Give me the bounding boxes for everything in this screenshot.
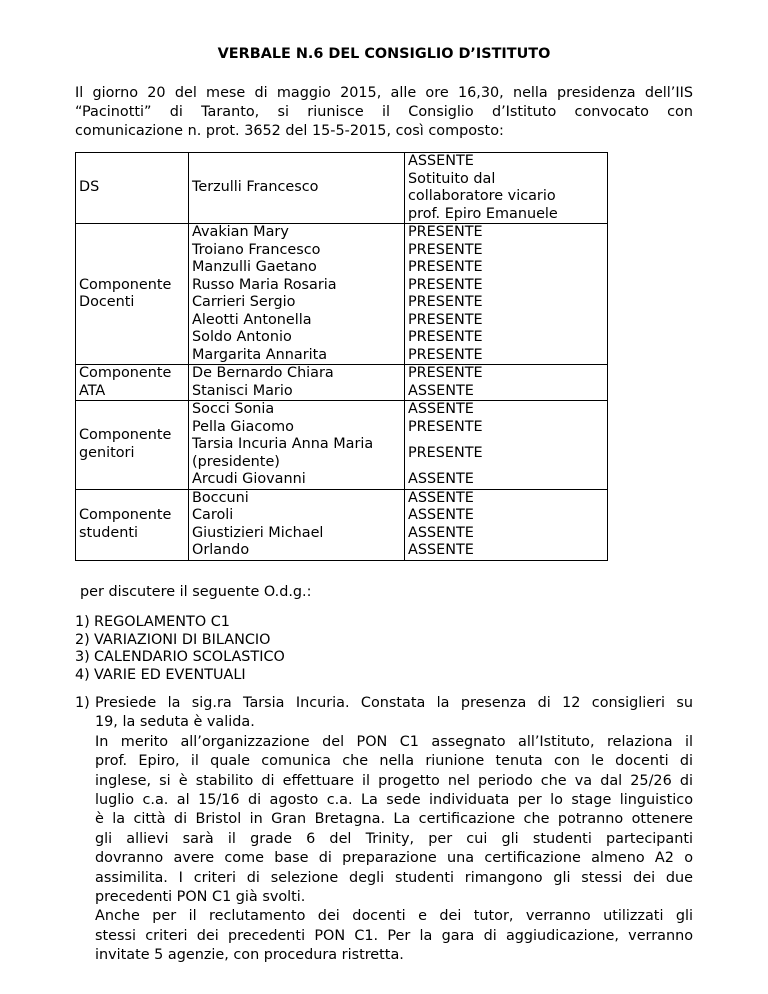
- intro-line: “Pacinotti” di Taranto, si riunisce il Consiglio d’Istituto convocato con: [75, 104, 693, 120]
- minutes-line: In merito all’organizzazione del PON C1 assegnato all’Istituto, relaziona il: [95, 733, 693, 750]
- table-row-ds: [76, 153, 608, 224]
- group-label: Componente: [79, 365, 172, 381]
- minutes-line: stessi criteri dei precedenti PON C1. Per la gara di aggiudicazione, verranno: [95, 927, 693, 944]
- member-name: Tarsia Incuria Anna Maria: [192, 436, 374, 452]
- group-label: Componente: [79, 276, 172, 293]
- status-line: ASSENTE: [408, 507, 474, 523]
- group-label: Docenti: [79, 294, 135, 310]
- agenda-item: [75, 667, 285, 685]
- status-cell-studenti: [405, 489, 608, 560]
- member-name: De Bernardo Chiara: [192, 365, 334, 381]
- member-name: Aleotti Antonella: [192, 311, 312, 328]
- member-name: (presidente): [192, 453, 280, 470]
- names-cell-ds: [189, 153, 405, 224]
- minutes-line: precedenti PON C1 già svolti.: [95, 889, 306, 906]
- names-cell-genitori: [189, 401, 405, 490]
- status-line: PRESENTE: [408, 311, 483, 328]
- status-line: collaboratore vicario: [408, 188, 556, 204]
- document-title: VERBALE N.6 DEL CONSIGLIO D’ISTITUTO: [217, 46, 551, 62]
- agenda-item-text: VARIE ED EVENTUALI: [94, 666, 246, 683]
- council-composition-table: [75, 152, 608, 561]
- group-label: Componente: [79, 427, 172, 444]
- status-line: Sotituito dal: [408, 170, 496, 187]
- agenda-item-text: VARIAZIONI DI BILANCIO: [94, 631, 271, 648]
- status-line: ASSENTE: [408, 401, 474, 417]
- status-cell-docenti: [405, 224, 608, 365]
- minutes-line: luglio c.a. al 15/16 di agosto c.a. La sede individuata per lo stage linguistico: [95, 792, 693, 809]
- intro-line: Il giorno 20 del mese di maggio 2015, alle ore 16,30, nella presidenza dell’IIS: [75, 85, 693, 101]
- names-cell-docenti: [189, 224, 405, 365]
- minutes-line: Presiede la sig.ra Tarsia Incuria. Constata la presenza di 12 consiglieri su: [95, 695, 693, 711]
- group-label: studenti: [79, 524, 139, 541]
- minutes-line: inglese, si è stabilito di effettuare il progetto nel periodo che va dal 25/26 di: [95, 772, 693, 789]
- group-label: DS: [79, 179, 100, 196]
- status-line: PRESENTE: [408, 418, 483, 435]
- status-line: ASSENTE: [408, 524, 474, 541]
- group-cell-docenti: [76, 224, 189, 365]
- member-name: Troiano Francesco: [192, 241, 321, 258]
- minutes-line: invitate 5 agenzie, con procedura ristretta.: [95, 947, 404, 964]
- minutes-item-number: 1): [75, 695, 90, 711]
- intro-paragraph: [75, 84, 693, 141]
- minutes-body: [95, 694, 693, 966]
- status-cell-ata: [405, 365, 608, 401]
- agenda-item-number: 3): [75, 649, 90, 665]
- status-line: PRESENTE: [408, 241, 483, 258]
- group-cell-ds: [76, 153, 189, 224]
- status-line: PRESENTE: [408, 294, 483, 310]
- status-line: prof. Epiro Emanuele: [408, 205, 558, 222]
- group-label: ATA: [79, 382, 106, 399]
- member-name: Soldo Antonio: [192, 329, 292, 345]
- table-row-docenti: [76, 224, 608, 365]
- status-line: ASSENTE: [408, 542, 474, 558]
- agenda-item: [75, 614, 285, 632]
- status-cell-genitori: [405, 401, 608, 490]
- member-name: Avakian Mary: [192, 224, 289, 240]
- table-row-ata: [76, 365, 608, 401]
- agenda-item: [75, 632, 285, 650]
- member-name: Boccuni: [192, 489, 249, 506]
- member-name: Arcudi Giovanni: [192, 471, 306, 487]
- table-row-studenti: [76, 489, 608, 560]
- member-name: Giustizieri Michael: [192, 524, 324, 541]
- agenda-item-number: 4): [75, 666, 90, 683]
- agenda-item-text: CALENDARIO SCOLASTICO: [94, 649, 285, 665]
- status-line: PRESENTE: [408, 224, 483, 240]
- table-row-genitori: [76, 401, 608, 490]
- status-line: ASSENTE: [408, 471, 474, 487]
- status-cell-ds: [405, 153, 608, 224]
- group-cell-genitori: [76, 401, 189, 490]
- group-label: Componente: [79, 507, 172, 523]
- group-cell-ata: [76, 365, 189, 401]
- agenda-list: [75, 614, 285, 684]
- agenda-item-text: REGOLAMENTO C1: [94, 614, 230, 630]
- member-name: Manzulli Gaetano: [192, 259, 317, 275]
- member-name: Terzulli Francesco: [192, 179, 319, 196]
- status-line: PRESENTE: [408, 276, 483, 293]
- agenda-item-number: 1): [75, 614, 90, 630]
- group-cell-studenti: [76, 489, 189, 560]
- status-line: PRESENTE: [408, 445, 483, 461]
- status-line: PRESENTE: [408, 329, 483, 345]
- member-name: Margarita Annarita: [192, 346, 328, 363]
- member-name: Russo Maria Rosaria: [192, 276, 337, 293]
- minutes-line: 19, la seduta è valida.: [95, 714, 255, 731]
- names-cell-ata: [189, 365, 405, 401]
- names-cell-studenti: [189, 489, 405, 560]
- minutes-item-1: [75, 694, 693, 966]
- minutes-line: è la città di Bristol in Gran Bretagna. La certificazione che potranno ottenere: [95, 811, 693, 828]
- intro-line: comunicazione n. prot. 3652 del 15-5-2015, così composto:: [75, 123, 504, 139]
- member-name: Socci Sonia: [192, 401, 275, 417]
- status-line: PRESENTE: [408, 346, 483, 363]
- member-name: Caroli: [192, 507, 234, 523]
- member-name: Pella Giacomo: [192, 418, 294, 435]
- member-name: Carrieri Sergio: [192, 294, 296, 310]
- member-name: Stanisci Mario: [192, 382, 293, 399]
- group-label: genitori: [79, 444, 135, 461]
- minutes-line: dovranno avere come base di preparazione una certificazione almeno A2 o: [95, 850, 693, 867]
- status-line: ASSENTE: [408, 489, 474, 506]
- status-line: ASSENTE: [408, 382, 474, 399]
- agenda-intro: per discutere il seguente O.d.g.:: [80, 584, 312, 600]
- minutes-line: assimilita. I criteri di selezione degli studenti rimangono gli stessi dei due: [95, 869, 693, 886]
- agenda-item: [75, 649, 285, 667]
- minutes-line: gli allievi sarà il grade 6 del Trinity, per cui gli studenti partecipanti: [95, 830, 693, 847]
- member-name: Orlando: [192, 542, 250, 558]
- agenda-item-number: 2): [75, 631, 90, 648]
- minutes-line: Anche per il reclutamento dei docenti e dei tutor, verranno utilizzati gli: [95, 908, 693, 925]
- status-line: PRESENTE: [408, 259, 483, 275]
- status-line: PRESENTE: [408, 365, 483, 381]
- status-line: ASSENTE: [408, 153, 474, 169]
- minutes-line: prof. Epiro, il quale comunica che nella riunione tenuta con le docenti di: [95, 753, 693, 770]
